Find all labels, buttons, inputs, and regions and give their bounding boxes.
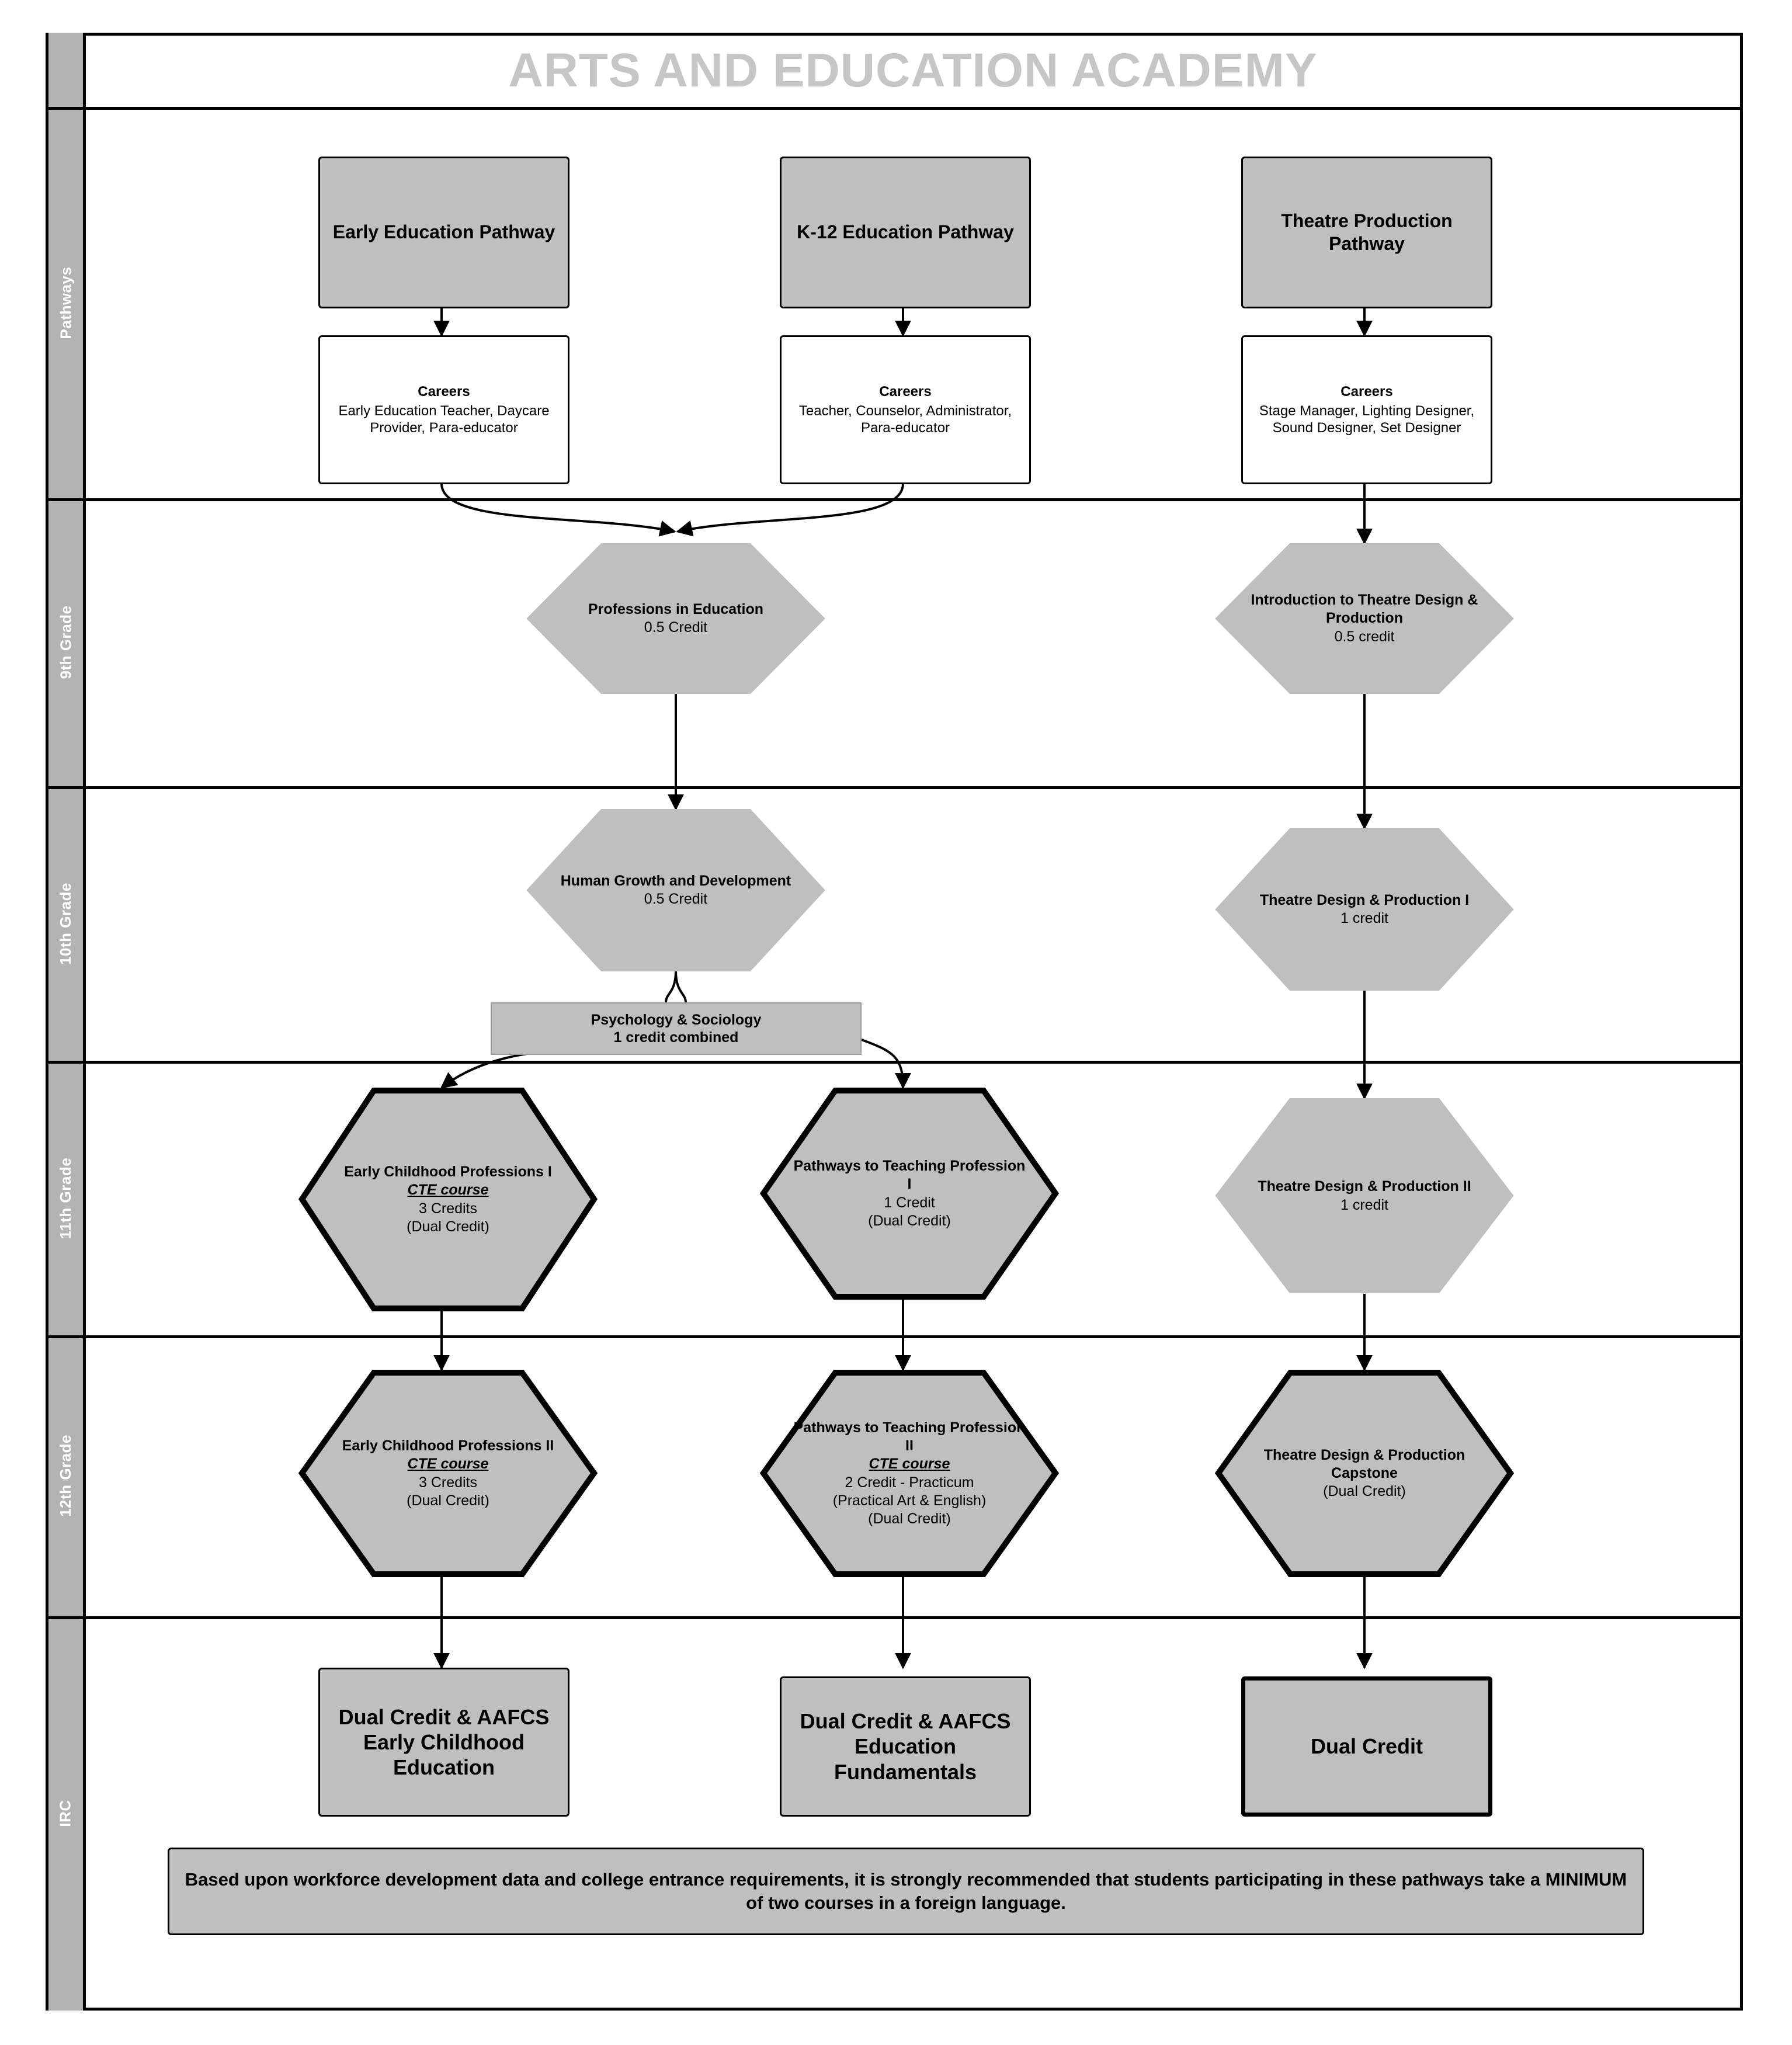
course-name: Theatre Design & Production II — [1258, 1178, 1471, 1195]
careers-list: Stage Manager, Lighting Designer, Sound Designer, Set Designer — [1259, 402, 1475, 436]
band-irc — [48, 1616, 86, 2011]
course-name: Early Childhood Professions II — [342, 1438, 554, 1454]
band-grade10-label: 10th Grade — [57, 882, 75, 965]
careers-heading: Careers — [1340, 383, 1393, 400]
course-credit: 0.5 Credit — [644, 619, 708, 636]
course-hex-professions-in-education[interactable] — [527, 543, 825, 694]
course-name: Theatre Design & Production I — [1259, 891, 1470, 908]
pathway-label: Theatre Production Pathway — [1281, 210, 1453, 254]
pathway-label: Early Education Pathway — [332, 221, 555, 243]
course-credit: 0.5 Credit — [644, 891, 708, 907]
course-credit: 3 Credits — [418, 1200, 478, 1217]
irc-box-dual-credit[interactable] — [1241, 1676, 1492, 1817]
course-dual-credit: (Dual Credit) — [1323, 1483, 1406, 1500]
irc-label: Dual Credit — [1310, 1734, 1423, 1759]
band-irc-label: IRC — [57, 1800, 74, 1827]
course-credit: 1 credit — [1340, 910, 1388, 926]
course-hex-human-growth-development[interactable] — [527, 809, 825, 971]
band-pathways-label: Pathways — [57, 266, 75, 339]
course-cte-tag: CTE course — [869, 1456, 950, 1473]
band-grade9 — [48, 498, 86, 786]
course-dual-credit: (Dual Credit) — [407, 1492, 489, 1509]
band-pathways — [48, 107, 86, 498]
course-credit-extra: (Practical Art & English) — [832, 1492, 987, 1509]
pathway-box-k12-education[interactable] — [780, 157, 1031, 308]
course-hex-pathways-to-teaching-1[interactable] — [760, 1088, 1058, 1300]
careers-heading: Careers — [879, 383, 932, 400]
band-grade12 — [48, 1335, 86, 1616]
pathway-box-early-education[interactable] — [318, 157, 569, 308]
row-separator-4 — [46, 1061, 1743, 1064]
row-separator-1 — [46, 107, 1743, 110]
row-separator-6 — [46, 1616, 1743, 1619]
course-credit: 1 credit combined — [613, 1029, 739, 1046]
careers-box-theatre-production — [1241, 335, 1492, 484]
band-title — [48, 33, 86, 107]
careers-list: Teacher, Counselor, Administrator, Para-educator — [798, 402, 1012, 436]
recommendation-note-text: Based upon workforce development data and college entrance requirements, it is strongly recommended that students participating in these pathways take a MINIMUM of two courses in a foreign language. — [185, 1869, 1627, 1913]
pathway-box-theatre-production[interactable] — [1241, 157, 1492, 308]
course-name: Pathways to Teaching Profession I — [793, 1158, 1026, 1193]
recommendation-note — [168, 1848, 1644, 1935]
course-cte-tag: CTE course — [407, 1456, 489, 1473]
band-grade11-label: 11th Grade — [57, 1157, 74, 1239]
irc-box-early-childhood[interactable] — [318, 1668, 569, 1817]
course-name: Human Growth and Development — [560, 872, 791, 889]
careers-heading: Careers — [418, 383, 470, 400]
course-name: Pathways to Teaching Profession II — [793, 1419, 1026, 1454]
irc-box-education-fundamentals[interactable] — [780, 1676, 1031, 1817]
band-grade9-label: 9th Grade — [57, 605, 74, 679]
course-name: Theatre Design & Production Capstone — [1263, 1446, 1465, 1481]
pathway-label: K-12 Education Pathway — [797, 221, 1014, 243]
careers-box-k12-education — [780, 335, 1031, 484]
course-credit: 0.5 credit — [1334, 628, 1395, 645]
careers-list: Early Education Teacher, Daycare Provider, Para-educator — [338, 402, 550, 436]
course-credit: 1 Credit — [884, 1194, 935, 1211]
course-credit: 2 Credit - Practicum — [845, 1474, 974, 1491]
band-grade12-label: 12th Grade — [57, 1435, 75, 1517]
course-cte-tag: CTE course — [407, 1182, 489, 1199]
course-hex-early-childhood-professions-1[interactable] — [299, 1088, 597, 1311]
course-hex-intro-theatre-design-production[interactable] — [1215, 543, 1513, 694]
row-separator-2 — [46, 498, 1743, 501]
irc-label: Dual Credit & AAFCS Early Childhood Education — [338, 1704, 550, 1780]
course-hex-theatre-design-production-2[interactable] — [1215, 1098, 1513, 1294]
row-separator-3 — [46, 786, 1743, 789]
course-name: Professions in Education — [588, 600, 764, 617]
course-dual-credit: (Dual Credit) — [868, 1511, 951, 1527]
course-hex-early-childhood-professions-2[interactable] — [299, 1370, 597, 1577]
course-dual-credit: (Dual Credit) — [868, 1212, 951, 1229]
course-dual-credit: (Dual Credit) — [407, 1218, 489, 1235]
course-name: Psychology & Sociology — [591, 1011, 762, 1028]
page-title: ARTS AND EDUCATION ACADEMY — [508, 44, 1318, 97]
course-hex-pathways-to-teaching-2[interactable] — [760, 1370, 1058, 1577]
course-credit: 3 Credits — [418, 1474, 478, 1491]
course-credit: 1 credit — [1340, 1196, 1388, 1213]
band-grade10 — [48, 786, 86, 1061]
careers-box-early-education — [318, 335, 569, 484]
band-grade11 — [48, 1061, 86, 1335]
course-name: Early Childhood Professions I — [344, 1164, 552, 1180]
course-name: Introduction to Theatre Design & Production — [1251, 592, 1478, 627]
course-box-psychology-sociology[interactable] — [491, 1002, 862, 1055]
row-separator-5 — [46, 1335, 1743, 1338]
irc-label: Dual Credit & AAFCS Education Fundamentals — [800, 1709, 1011, 1784]
course-hex-theatre-design-production-1[interactable] — [1215, 828, 1513, 991]
course-hex-theatre-design-production-capstone[interactable] — [1215, 1370, 1513, 1577]
